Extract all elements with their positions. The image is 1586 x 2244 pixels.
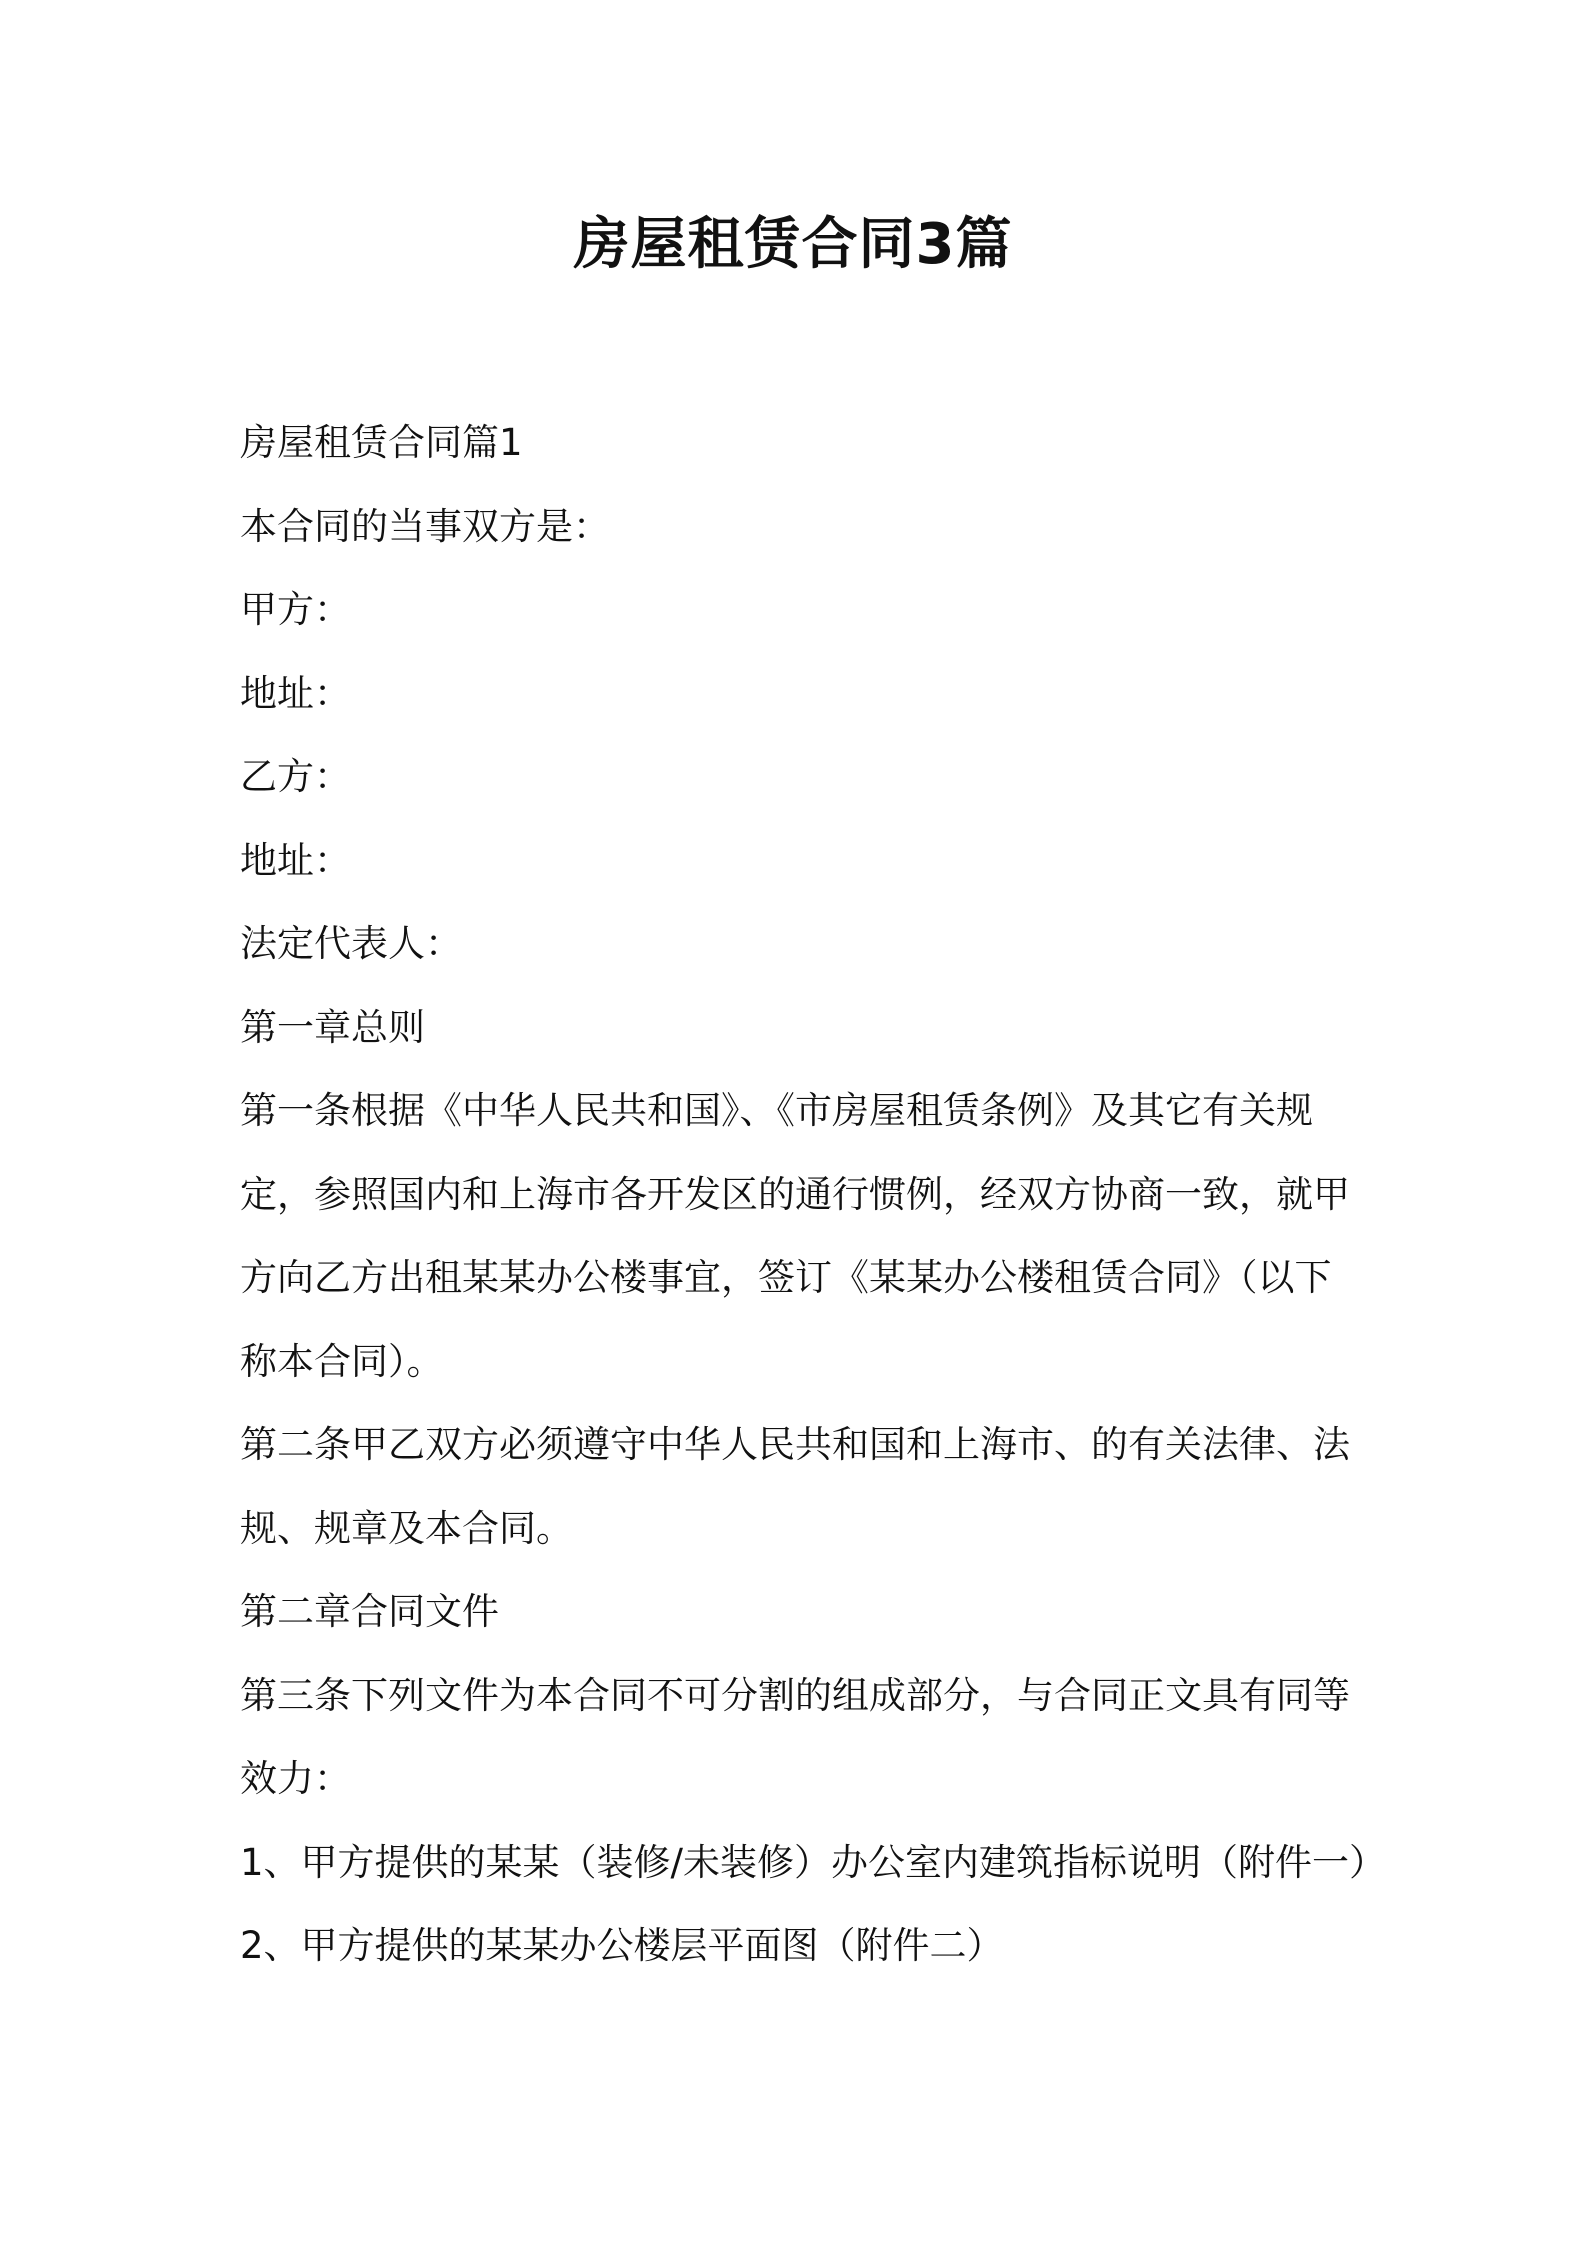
list-item: 1、甲方提供的某某（装修/未装修）办公室内建筑指标说明（附件一）	[240, 1840, 1387, 1884]
list-item: 2、甲方提供的某某办公楼层平面图（附件二）	[240, 1924, 1004, 1967]
article-paragraph: 第二条甲乙双方必须遵守中华人民共和国和上海市、的有关法律、法规、规章及本合同。	[240, 1423, 1350, 1550]
party-a-address-label: 地址：	[240, 671, 351, 715]
party-b-label: 乙方：	[240, 755, 351, 798]
section-heading: 房屋租赁合同篇1	[240, 421, 523, 464]
document-title: 房屋租赁合同3篇	[573, 212, 1013, 277]
party-a-label: 甲方：	[240, 588, 351, 631]
article-paragraph: 第一条根据《中华人民共和国》、《市房屋租赁条例》及其它有关规定，参照国内和上海市各开发区的通行惯例，经双方协商一致，就甲方向乙方出租某某办公楼事宜，签订《某某办公楼租赁合同》（以下称本合同）。	[240, 1089, 1350, 1383]
legal-representative-label: 法定代表人：	[240, 922, 462, 965]
chapter-heading: 第一章总则	[240, 1005, 425, 1049]
parties-intro: 本合同的当事双方是：	[240, 504, 610, 548]
article-paragraph: 第三条下列文件为本合同不可分割的组成部分，与合同正文具有同等效力：	[240, 1673, 1350, 1800]
chapter-heading: 第二章合同文件	[240, 1590, 499, 1633]
party-b-address-label: 地址：	[240, 838, 351, 882]
document-body	[240, 401, 1387, 1988]
